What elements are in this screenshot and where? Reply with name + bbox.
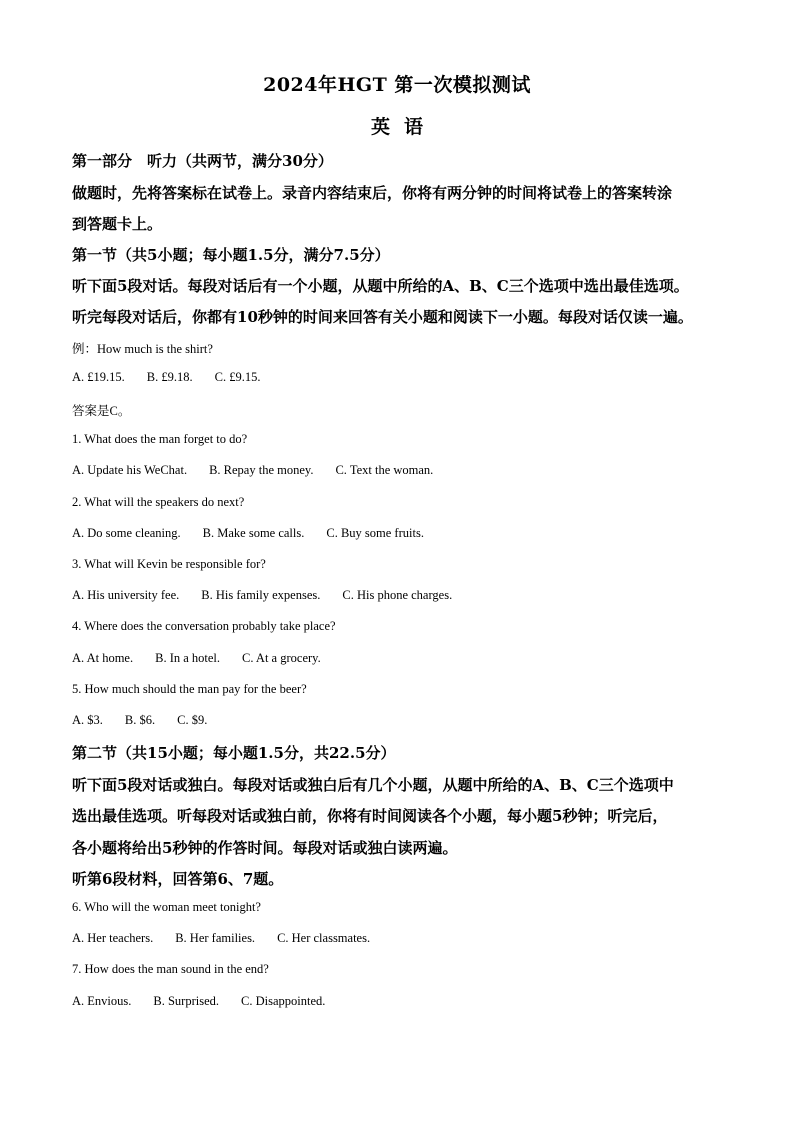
question-2: 2. What will the speakers do next? bbox=[72, 495, 245, 509]
option-b: B. His family expenses. bbox=[201, 588, 321, 602]
section2-instruction-line3: 各小题将给出5秒钟的作答时间。每段对话或独白读两遍。 bbox=[72, 839, 458, 857]
option-a: A. Do some cleaning. bbox=[72, 526, 181, 540]
option-b: B. Make some calls. bbox=[202, 526, 305, 540]
question-4: 4. Where does the conversation probably take place? bbox=[72, 619, 336, 633]
option-b: B. $6. bbox=[124, 713, 156, 727]
question-7: 7. How does the man sound in the end? bbox=[72, 962, 269, 976]
example-answer: 答案是C。 bbox=[72, 404, 131, 418]
question-5-options bbox=[72, 713, 728, 728]
option-a: A. At home. bbox=[72, 651, 134, 665]
option-a: A. Update his WeChat. bbox=[72, 463, 188, 477]
question-2-options bbox=[72, 526, 728, 541]
example-question: 例：How much is the shirt? bbox=[72, 342, 213, 356]
option-c: C. Text the woman. bbox=[335, 463, 434, 477]
question-3: 3. What will Kevin be responsible for? bbox=[72, 557, 266, 571]
option-b: B. In a hotel. bbox=[155, 651, 221, 665]
option-b: B. Repay the money. bbox=[209, 463, 314, 477]
option-a: A. Envious. bbox=[72, 994, 132, 1008]
section1-heading: 第一节（共5小题；每小题1.5分，满分7.5分） bbox=[72, 246, 390, 264]
part1-heading: 第一部分 听力（共两节，满分30分） bbox=[72, 152, 333, 170]
option-a: A. £19.15. bbox=[72, 370, 125, 384]
section2-instruction-line1: 听下面5段对话或独白。每段对话或独白后有几个小题，从题中所给的A、B、C三个选项中 bbox=[72, 776, 674, 794]
question-6-options bbox=[72, 931, 728, 946]
option-c: C. At a grocery. bbox=[242, 651, 321, 665]
section2-instruction-line2: 选出最佳选项。听每段对话或独白前，你将有时间阅读各个小题，每小题5秒钟；听完后， bbox=[72, 807, 668, 825]
option-b: B. Surprised. bbox=[153, 994, 219, 1008]
option-c: C. Her classmates. bbox=[277, 931, 371, 945]
question-3-options bbox=[72, 588, 728, 603]
part1-instruction-line1: 做题时，先将答案标在试卷上。录音内容结束后，你将有两分钟的时间将试卷上的答案转涂 bbox=[72, 184, 673, 202]
material6-heading: 听第6段材料，回答第6、7题。 bbox=[72, 870, 284, 888]
section1-instruction-line2: 听完每段对话后，你都有10秒钟的时间来回答有关小题和阅读下一小题。每段对话仅读一遍。 bbox=[72, 308, 693, 326]
option-b: B. £9.18. bbox=[146, 370, 193, 384]
option-c: C. Buy some fruits. bbox=[326, 526, 424, 540]
question-5: 5. How much should the man pay for the beer? bbox=[72, 682, 307, 696]
example-options bbox=[72, 370, 728, 385]
option-c: C. His phone charges. bbox=[342, 588, 453, 602]
exam-title: 2024年HGT 第一次模拟测试 bbox=[263, 74, 531, 96]
question-1: 1. What does the man forget to do? bbox=[72, 432, 248, 446]
option-c: C. $9. bbox=[177, 713, 208, 727]
option-c: C. Disappointed. bbox=[241, 994, 326, 1008]
question-7-options bbox=[72, 994, 728, 1009]
option-a: A. Her teachers. bbox=[72, 931, 154, 945]
option-a: A. His university fee. bbox=[72, 588, 180, 602]
section1-instruction-line1: 听下面5段对话。每段对话后有一个小题，从题中所给的A、B、C三个选项中选出最佳选项。 bbox=[72, 277, 689, 295]
section2-heading: 第二节（共15小题；每小题1.5分，共22.5分） bbox=[72, 744, 396, 762]
option-a: A. $3. bbox=[72, 713, 103, 727]
question-4-options bbox=[72, 651, 728, 666]
option-b: B. Her families. bbox=[175, 931, 256, 945]
part1-instruction-line2: 到答题卡上。 bbox=[72, 215, 163, 233]
exam-subject: 英语 bbox=[370, 116, 437, 138]
question-6: 6. Who will the woman meet tonight? bbox=[72, 900, 261, 914]
option-c: C. £9.15. bbox=[214, 370, 261, 384]
question-1-options bbox=[72, 463, 728, 478]
